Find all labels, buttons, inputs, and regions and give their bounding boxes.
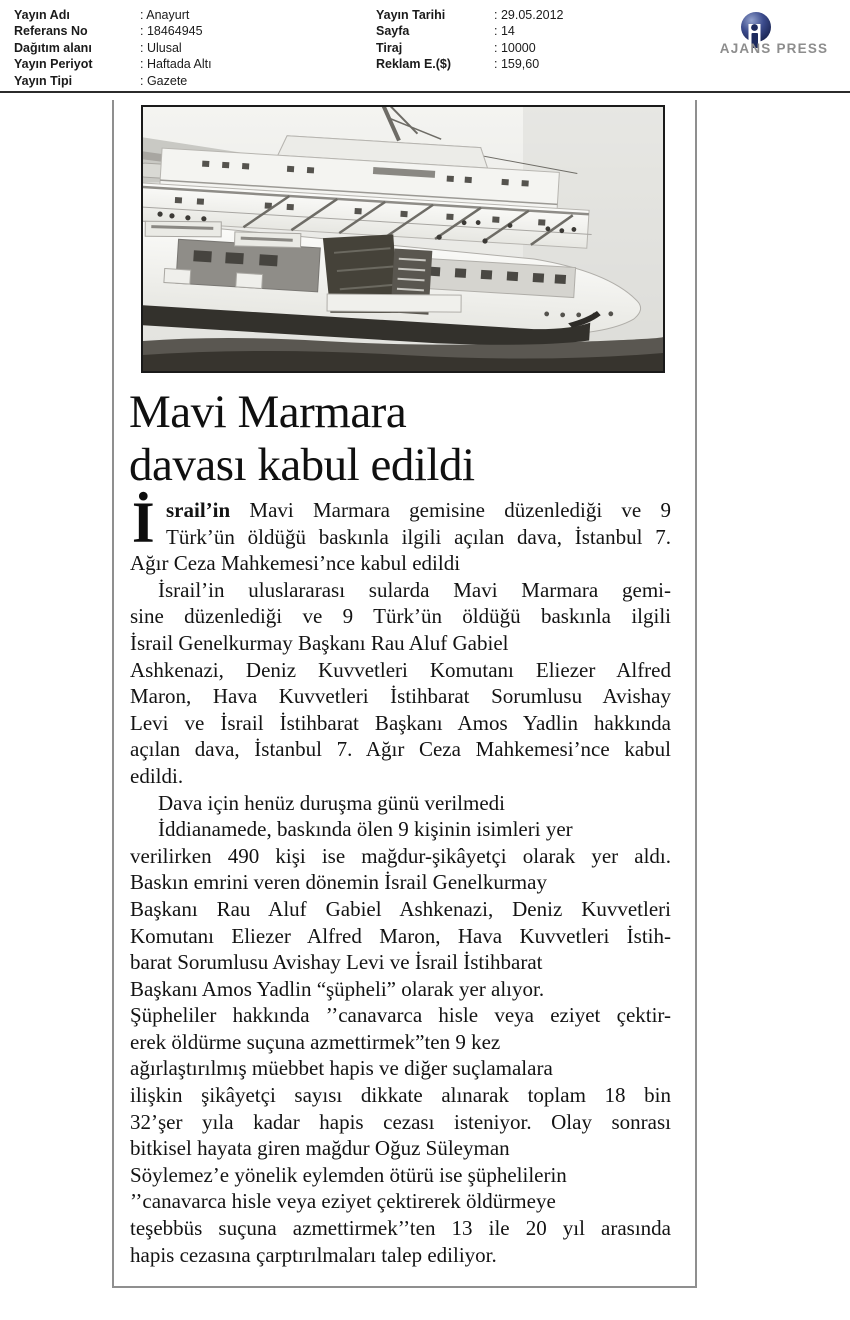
meta-row xyxy=(14,7,212,23)
headline-line-1: Mavi Marmara xyxy=(129,386,407,438)
meta-label: Yayın Adı xyxy=(14,8,70,22)
meta-label: Reklam E.($) xyxy=(376,57,452,72)
article-body-line: edildi. xyxy=(130,763,184,788)
ajans-press-logo-icon xyxy=(702,8,844,60)
article-body-line: bitkisel hayata giren mağdur Oğuz Süleyman xyxy=(130,1136,510,1161)
meta-value: : Gazete xyxy=(140,73,188,88)
meta-value: : Anayurt xyxy=(140,8,190,22)
article-body-line xyxy=(130,497,671,524)
article-body-line: İsrail Genelkurmay Başkanı Rau Aluf Gabiel xyxy=(130,630,509,655)
article-body-line: erek öldürme suçuna azmettirmek”ten 9 kez xyxy=(130,1029,501,1054)
meta-row xyxy=(376,23,564,39)
meta-row xyxy=(376,7,564,23)
article-headline xyxy=(129,386,694,492)
publication-meta-right xyxy=(376,7,564,73)
article-body-line: Söylemez’e yönelik eylemden ötürü ise şüphelilerin xyxy=(130,1162,567,1187)
article-body-line: Başkanı Rau Aluf Gabiel Ashkenazi, Deniz Kuvvetleri xyxy=(130,896,671,921)
lead-rest: Mavi Marmara gemisine düzenlediği ve 9 xyxy=(230,498,671,522)
meta-value: : 10000 xyxy=(494,40,536,55)
meta-label: Dağıtım alanı xyxy=(14,40,92,55)
meta-row xyxy=(14,56,212,72)
meta-value: : Ulusal xyxy=(140,40,182,55)
article-body xyxy=(130,490,671,1268)
article-body-line: açılan dava, İstanbul 7. Ağır Ceza Mahkemesi’nce kabul xyxy=(130,737,671,762)
article-body-line: verilirken 490 kişi ise mağdur-şikâyetçi olarak yer aldı. xyxy=(130,843,671,868)
article-body-line: hapis cezasına çarptırılmaları talep ediliyor. xyxy=(130,1242,497,1267)
meta-label: Yayın Periyot xyxy=(14,57,93,72)
article-body-line: ilişkin şikâyetçi sayısı dikkate alınarak toplam 18 bin xyxy=(130,1083,671,1108)
article-body-line: teşebbüs suçuna azmettirmek’’ten 13 ile 20 yıl arasında xyxy=(130,1216,671,1241)
publication-meta-left xyxy=(14,7,212,89)
meta-row xyxy=(14,73,212,89)
article-body-line: sine düzenlediği ve 9 Türk’ün öldüğü baskınla ilgili xyxy=(130,604,671,629)
lead-bold: srail’in xyxy=(166,498,231,522)
meta-row xyxy=(14,23,212,39)
article-body-line: Şüpheliler hakkında ’’canavarca hisle veya eziyet çektir- xyxy=(130,1003,671,1028)
meta-label: Yayın Tipi xyxy=(14,73,73,88)
meta-row xyxy=(376,56,564,72)
ajans-press-logo xyxy=(702,8,844,60)
lead-paragraph xyxy=(130,490,671,577)
article-paragraphs xyxy=(130,577,671,1268)
meta-label: Sayfa xyxy=(376,24,410,39)
meta-value: : 159,60 xyxy=(494,57,540,72)
headline-line-2: davası kabul edildi xyxy=(129,439,475,491)
article-body-line: ’’canavarca hisle veya eziyet çektirerek öldürmeye xyxy=(130,1189,556,1214)
meta-value: : 18464945 xyxy=(140,24,203,39)
article-body-line: Maron, Hava Kuvvetleri İstihbarat Sorumlusu Avishay xyxy=(130,684,671,709)
article-body-line: ağırlaştırılmış müebbet hapis ve diğer suçlamalara xyxy=(130,1056,553,1081)
article-body-line: Baskın emrini veren dönemin İsrail Genelkurmay xyxy=(130,870,547,895)
header-divider xyxy=(0,91,850,93)
article-photo xyxy=(141,105,665,373)
article-body-line: Türk’ün öldüğü baskınla ilgili açılan dava, İstanbul 7. xyxy=(166,524,671,549)
meta-label: Referans No xyxy=(14,24,88,39)
meta-value: : 14 xyxy=(494,24,515,39)
meta-label: Tiraj xyxy=(376,40,403,55)
meta-label: Yayın Tarihi xyxy=(376,8,446,22)
article-body-line: 32’şer yıla kadar hapis cezası isteniyor. Olay sonrası xyxy=(130,1109,671,1134)
article-body-line: Komutanı Eliezer Alfred Maron, Hava Kuvvetleri İstih- xyxy=(130,923,671,948)
article-body-line: Başkanı Amos Yadlin “şüpheli” olarak yer alıyor. xyxy=(130,976,545,1001)
meta-value: : 29.05.2012 xyxy=(494,8,564,22)
mavi-marmara-ship-illustration xyxy=(143,107,663,371)
drop-cap: İ xyxy=(132,490,155,555)
article-body-line: İddianamede, baskında ölen 9 kişinin isimleri yer xyxy=(158,817,573,842)
meta-row xyxy=(14,40,212,56)
meta-value: : Haftada Altı xyxy=(140,57,212,72)
article-body-line: barat Sorumlusu Avishay Levi ve İsrail İstihbarat xyxy=(130,950,543,975)
article-body-line: Dava için henüz duruşma günü verilmedi xyxy=(158,790,505,815)
article-body-line: Ashkenazi, Deniz Kuvvetleri Komutanı Eliezer Alfred xyxy=(130,657,671,682)
article-body-line: İsrail’in uluslararası sularda Mavi Marmara gemi- xyxy=(158,577,671,602)
article-body-line: Levi ve İsrail İstihbarat Başkanı Amos Yadlin hakkında xyxy=(130,710,671,735)
ajans-press-logo-text: AJANS PRESS xyxy=(719,41,829,56)
meta-row xyxy=(376,40,564,56)
article-body-line: Ağır Ceza Mahkemesi’nce kabul edildi xyxy=(130,551,461,576)
